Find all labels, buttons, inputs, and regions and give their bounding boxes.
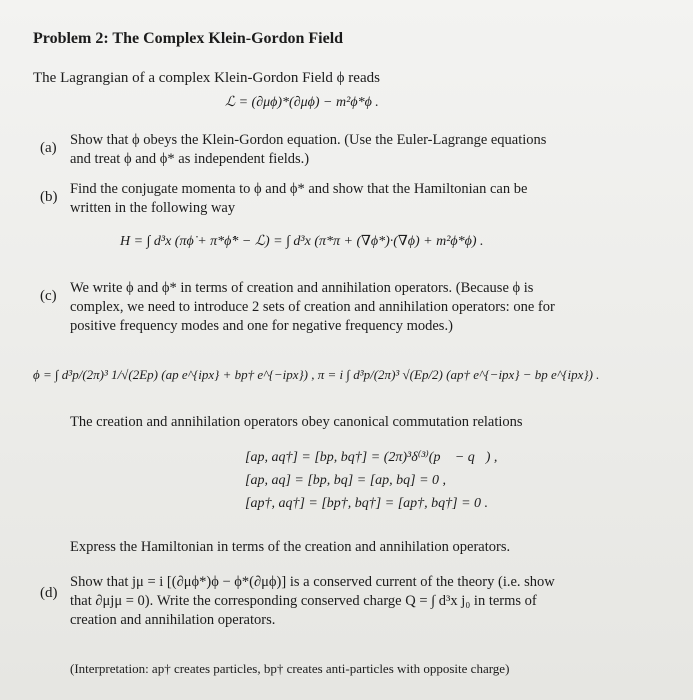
intro-text: The Lagrangian of a complex Klein-Gordon Field ϕ reads (33, 70, 380, 86)
part-c-line2: complex, we need to introduce 2 sets of creation and annihilation operators: one for (70, 299, 555, 315)
lagrangian-equation: ℒ = (∂μϕ)*(∂μϕ) − m²ϕ*ϕ . (225, 95, 379, 110)
interpretation-note: (Interpretation: ap† creates particles, bp† creates anti-particles with opposite charge) (70, 661, 510, 676)
commutation-intro: The creation and annihilation operators obey canonical commutation relations (70, 414, 523, 430)
part-c-line3: positive frequency modes and one for negative frequency modes.) (70, 318, 453, 334)
part-b-label: (b) (40, 189, 58, 205)
part-d-line3: creation and annihilation operators. (70, 612, 276, 628)
commutation-relation-2: [ap, aq] = [bp, bq] = [ap, bq] = 0 , (245, 473, 447, 488)
commutation-relation-1: [ap, aq†] = [bp, bq†] = (2π)³δ⁽³⁾(p⃗ − q⃗) , (245, 450, 498, 465)
part-d-label: (d) (40, 585, 58, 601)
part-c-line1: We write ϕ and ϕ* in terms of creation and annihilation operators. (Because ϕ is (70, 280, 534, 296)
part-b-line2: written in the following way (70, 200, 236, 216)
part-b-line1: Find the conjugate momenta to ϕ and ϕ* and show that the Hamiltonian can be (70, 181, 528, 197)
express-hamiltonian-text: Express the Hamiltonian in terms of the creation and annihilation operators. (70, 539, 511, 555)
part-a-line1: Show that ϕ obeys the Klein-Gordon equation. (Use the Euler-Lagrange equations (70, 132, 547, 148)
problem-title: Problem 2: The Complex Klein-Gordon Field (33, 30, 344, 47)
commutation-relation-3: [ap†, aq†] = [bp†, bq†] = [ap†, bq†] = 0 . (245, 496, 489, 511)
part-d-line1: Show that jμ = i [(∂μϕ*)ϕ − ϕ*(∂μϕ)] is a conserved current of the theory (i.e. show (70, 574, 555, 590)
part-a-line2: and treat ϕ and ϕ* as independent fields.) (70, 151, 310, 167)
part-a-label: (a) (40, 140, 57, 156)
field-expansion-equation: ϕ = ∫ d³p/(2π)³ 1/√(2Ep) (ap e^{ipx} + bp† e^{−ipx}) , π = i ∫ d³p/(2π)³ √(Ep/2) (ap† e^{−ipx} − bp e^{ipx}) . (33, 367, 600, 382)
part-c-label: (c) (40, 288, 57, 304)
hamiltonian-equation: H = ∫ d³x (πϕ̇ + π*ϕ̇* − ℒ) = ∫ d³x (π*π + (∇ϕ*)·(∇ϕ) + m²ϕ*ϕ) . (120, 234, 484, 249)
part-d-line2: that ∂μjμ = 0). Write the corresponding conserved charge Q = ∫ d³x j₀ in terms of (70, 593, 537, 609)
